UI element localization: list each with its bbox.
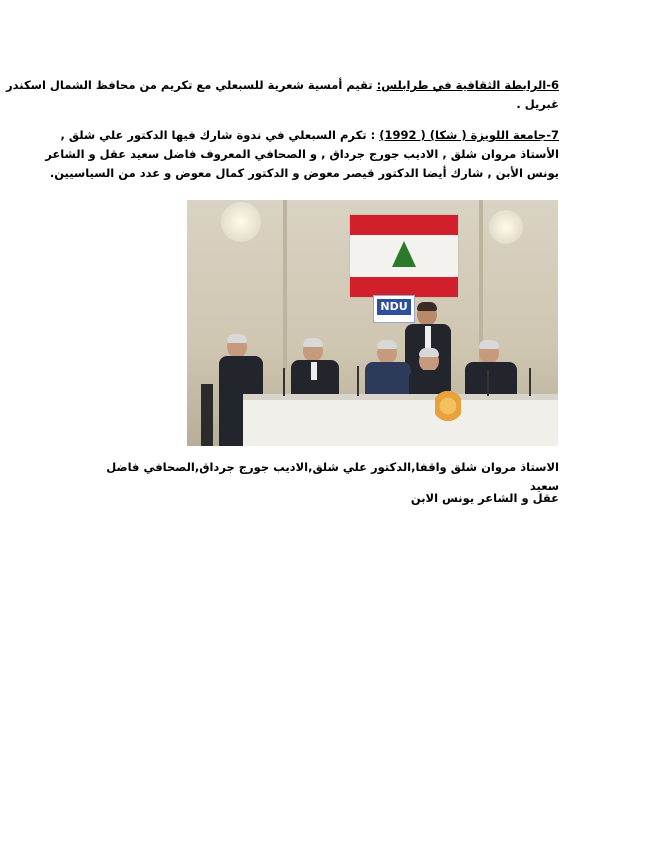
microphone-icon [283, 368, 285, 396]
person-shirt [311, 362, 317, 380]
microphone-icon [487, 370, 489, 396]
wall-lamp-left [221, 202, 261, 242]
event-photo [187, 200, 558, 446]
flag-stripe-bottom [350, 277, 458, 297]
photo-caption-line-1: الاستاذ مروان شلق واقفا,الدكتور علي شلق,الاديب جورج جرداق,الصحافي فاضل سعيد [106, 460, 559, 493]
cedar-tree-icon [392, 241, 416, 267]
flower-arrangement [435, 390, 461, 430]
paragraph-7-text: : تكرم السبعلي في ندوة شارك فيها الدكتور علي شلق , [60, 128, 380, 142]
person-hair [419, 348, 439, 357]
ndu-logo [373, 295, 415, 323]
wall-lamp-right [489, 210, 523, 244]
conference-table [243, 394, 558, 446]
paragraph-6-text: تقيم أمسية شعرية للسبعلي مع تكريم من محافظ الشمال اسكندر [6, 78, 377, 92]
paragraph-6-heading: 6-الرابطة الثقافية في طرابلس: [376, 78, 559, 92]
paragraph-7-heading: 7-جامعة اللويزة ( شكا) ( 1992) [379, 128, 559, 142]
paragraph-7-line-3: يونس الأبن , شارك أيضا الدكتور قيصر معوض و الدكتور كمال معوض و عدد من السياسيين. [49, 166, 559, 180]
lebanese-flag [349, 214, 459, 298]
person-hair [417, 302, 437, 311]
ndu-logo-text: NDU [377, 299, 411, 315]
person-hair [377, 340, 397, 349]
microphone-icon [357, 366, 359, 396]
table-edge [243, 394, 558, 400]
microphone-icon [529, 368, 531, 396]
paragraph-6-line-1 [6, 76, 559, 95]
paragraph-item-6 [6, 76, 559, 114]
person-hair [479, 340, 499, 349]
person-hair [227, 334, 247, 343]
paragraph-7-line-2: الأستاذ مروان شلق , الاديب جورج جرداق , و الصحافي المعروف فاضل سعيد عقل و الشاعر [45, 147, 559, 161]
paragraph-6-line-2: غبريل . [516, 97, 559, 111]
wall-pillar-left [283, 200, 287, 370]
photo-caption-line-2: عقل و الشاعر يونس الابن [410, 491, 559, 505]
paragraph-item-7 [45, 126, 559, 183]
flag-stripe-top [350, 215, 458, 235]
person-hair [303, 338, 323, 347]
chair-back [201, 384, 213, 446]
paragraph-7-line-1 [60, 126, 559, 145]
